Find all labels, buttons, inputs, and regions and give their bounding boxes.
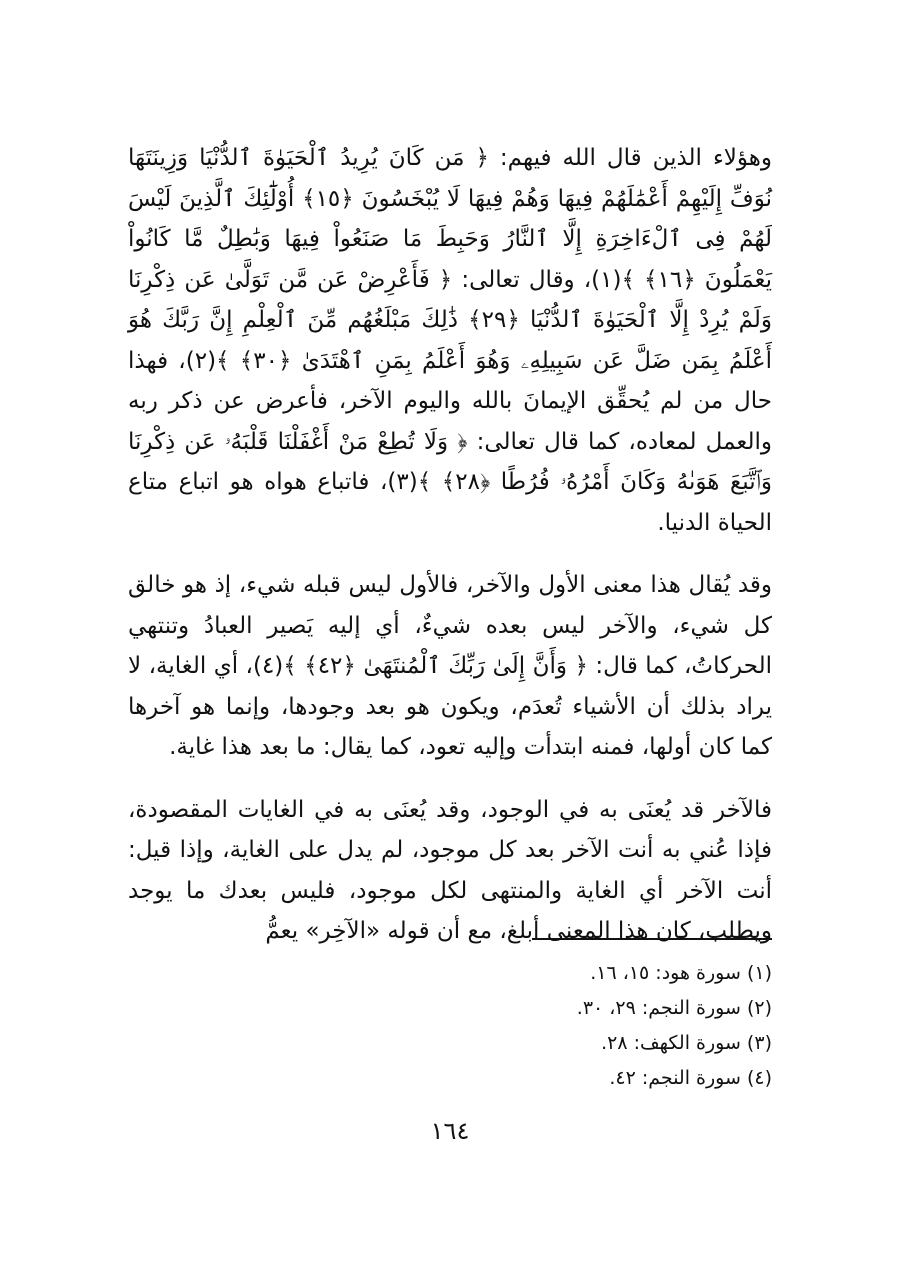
page-number: ١٦٤ [430, 1117, 470, 1145]
paragraph: فالآخر قد يُعنَى به في الوجود، وقد يُعنَى به في الغايات المقصودة، فإذا عُني به أنت الآخر بعد كل موجود، لم يدل على الغاية، وإذا قيل: أنت الآخر أي الغاية والمنتهى لكل موجود، فليس بعدك ما يوجد ويطلب، كان هذا المعنى أبلغ، مع أن قوله «الآخِر» يعمُّ [128, 796, 772, 944]
footnote: (١) سورة هود: ١٥، ١٦. [590, 962, 772, 984]
footnote: (٣) سورة الكهف: ٢٨. [601, 1032, 772, 1054]
footnote: (٢) سورة النجم: ٢٩، ٣٠. [576, 997, 772, 1019]
main-text [128, 138, 772, 952]
footnote: (٤) سورة النجم: ٤٢. [609, 1067, 772, 1089]
footnotes [128, 956, 772, 1096]
paragraph: وهؤلاء الذين قال الله فيهم: ﴿ مَن كَانَ يُرِيدُ ٱلْحَيَوٰةَ ٱلدُّنْيَا وَزِينَتَهَا نُوَفِّ إِلَيْهِمْ أَعْمَٰلَهُمْ فِيهَا وَهُمْ فِيهَا لَا يُبْخَسُونَ ﴿١٥﴾ أُوْلَٰٓئِكَ ٱلَّذِينَ لَيْسَ لَهُمْ فِى ٱلْءَاخِرَةِ إِلَّا ٱلنَّارُ وَحَبِطَ مَا صَنَعُواْ فِيهَا وَبَٰطِلٌ مَّا كَانُواْ يَعْمَلُونَ ﴿١٦﴾ ﴾(١)، وقال تعالى: ﴿ فَأَعْرِضْ عَن مَّن تَوَلَّىٰ عَن ذِكْرِنَا وَلَمْ يُرِدْ إِلَّا ٱلْحَيَوٰةَ ٱلدُّنْيَا ﴿٢٩﴾ ذَٰلِكَ مَبْلَغُهُم مِّنَ ٱلْعِلْمِ إِنَّ رَبَّكَ هُوَ أَعْلَمُ بِمَن ضَلَّ عَن سَبِيلِهِۦ وَهُوَ أَعْلَمُ بِمَنِ ٱهْتَدَىٰ ﴿٣٠﴾ ﴾(٢)، فهذا حال من لم يُحقِّق الإيمانَ بالله واليوم الآخر، فأعرض عن ذكر ربه والعمل لمعاده، كما قال تعالى: ﴿ وَلَا تُطِعْ مَنْ أَغْفَلْنَا قَلْبَهُۥ عَن ذِكْرِنَا وَٱتَّبَعَ هَوَىٰهُ وَكَانَ أَمْرُهُۥ فُرُطًا ﴿٢٨﴾ ﴾(٣)، فاتباع هواه هو اتباع متاع الحياة الدنيا. [128, 145, 772, 536]
paragraph: وقد يُقال هذا معنى الأول والآخر، فالأول ليس قبله شيء، إذ هو خالق كل شيء، والآخر ليس بعده شيءٌ، أي إليه يَصير العبادُ وتنتهي الحركاتُ، كما قال: ﴿ وَأَنَّ إِلَىٰ رَبِّكَ ٱلْمُنتَهَىٰ ﴿٤٢﴾ ﴾(٤)، أي الغاية، لا يراد بذلك أن الأشياء تُعدَم، ويكون هو بعد وجودها، وإنما هو آخرها كما كان أولها، فمنه ابتدأت وإليه تعود، كما يقال: ما بعد هذا غاية. [128, 572, 772, 760]
footnote-divider [532, 938, 772, 940]
